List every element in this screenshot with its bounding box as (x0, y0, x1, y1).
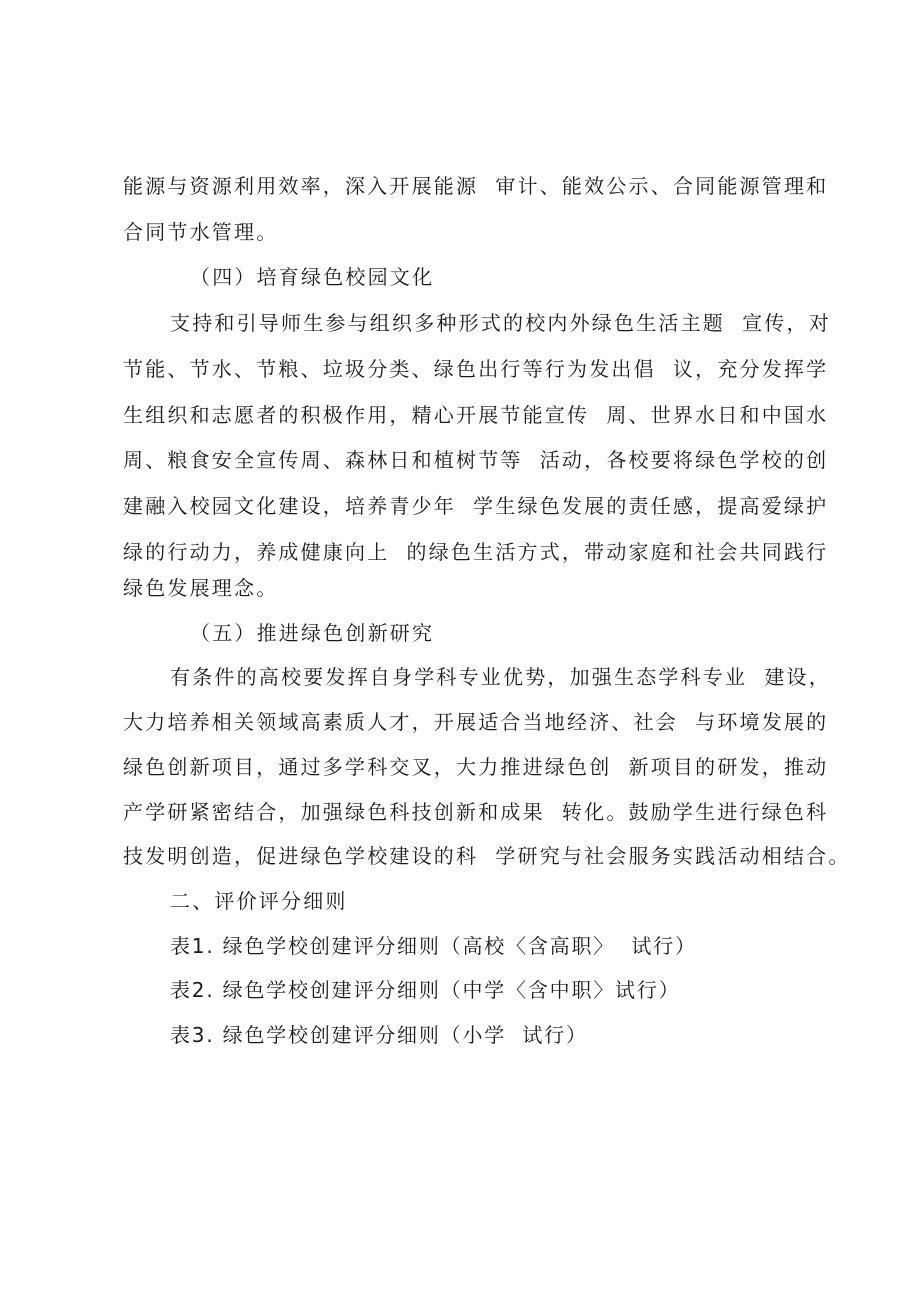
paragraph-line: 建融入校园文化建设，培养青少年 学生绿色发展的责任感，提高爱绿护 (123, 494, 829, 518)
paragraph-line: 有条件的高校要发挥自身学科专业优势，加强生态学科专业 建设， (170, 665, 831, 689)
paragraph-line: 支持和引导师生参与组织多种形式的校内外绿色生活主题 宣传，对 (170, 311, 831, 335)
paragraph-line: 产学研紧密结合，加强绿色科技创新和成果 转化。鼓励学生进行绿色科 (123, 800, 829, 824)
paragraph-line: 能源与资源利用效率，深入开展能源 审计、能效公示、合同能源管理和 (123, 174, 829, 198)
paragraph-line: 绿色创新项目，通过多学科交叉，大力推进绿色创 新项目的研发，推动 (123, 755, 829, 779)
part-heading-2: 二、评价评分细则 (170, 889, 348, 913)
paragraph-line: 绿的行动力，养成健康向上 的绿色生活方式，带动家庭和社会共同践行 (123, 540, 829, 564)
section-heading-5: （五）推进绿色创新研究 (190, 621, 435, 645)
table-reference-1: 表1. 绿色学校创建评分细则（高校〈含高职〉 试行） (170, 934, 697, 958)
paragraph-line: 技发明创造，促进绿色学校建设的科 学研究与社会服务实践活动相结合。 (123, 844, 851, 868)
table-reference-3: 表3. 绿色学校创建评分细则（小学 试行） (170, 1023, 588, 1047)
table-reference-2: 表2. 绿色学校创建评分细则（中学〈含中职〉试行） (170, 978, 681, 1002)
paragraph-line: 大力培养相关领域高素质人才，开展适合当地经济、社会 与环境发展的 (123, 710, 829, 734)
paragraph-line: 绿色发展理念。 (123, 576, 279, 600)
paragraph-line: 周、粮食安全宣传周、森林日和植树节等 活动，各校要将绿色学校的创 (123, 448, 829, 472)
paragraph-line: 合同节水管理。 (123, 220, 279, 244)
section-heading-4: （四）培育绿色校园文化 (190, 265, 435, 289)
paragraph-line: 生组织和志愿者的积极作用，精心开展节能宣传 周、世界水日和中国水 (123, 403, 829, 427)
paragraph-line: 节能、节水、节粮、垃圾分类、绿色出行等行为发出倡 议，充分发挥学 (123, 357, 829, 381)
